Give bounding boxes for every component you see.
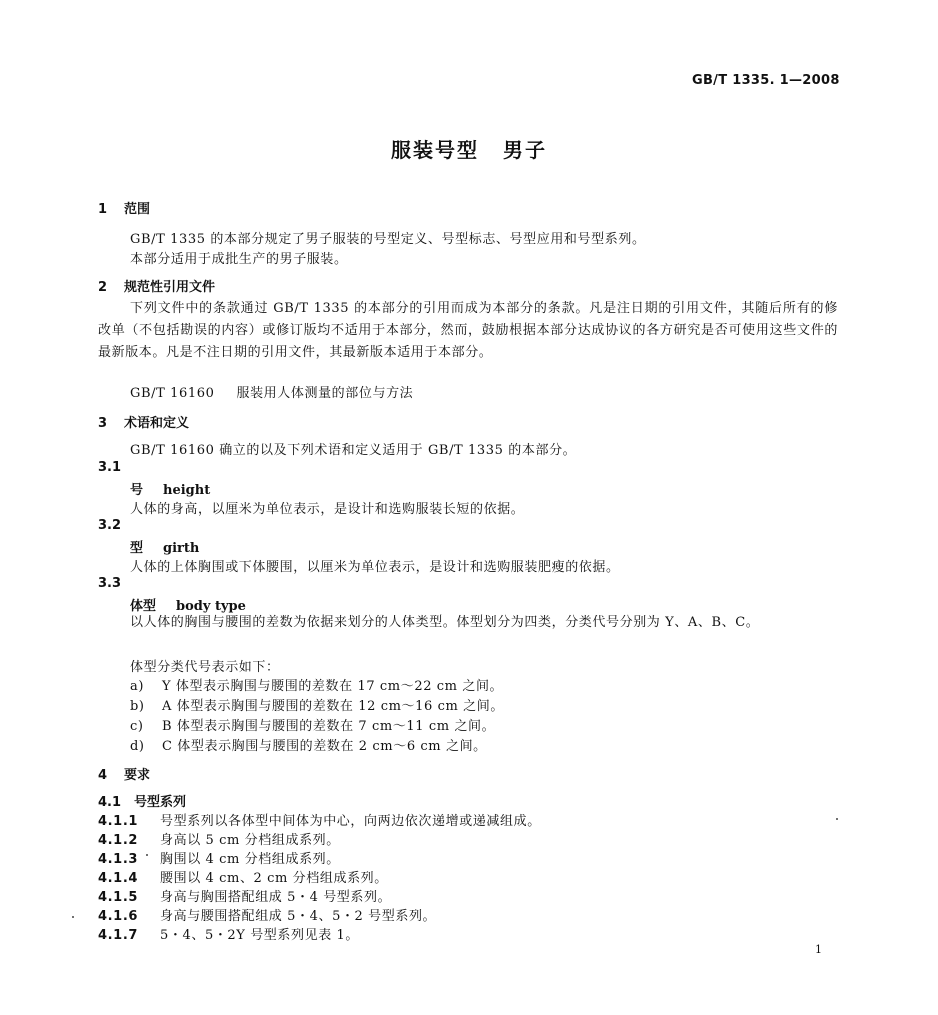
subsection-4-1-heading [98,791,186,810]
list-item [130,695,504,714]
section-number: 1 [98,202,108,217]
item-number: 4.1.4 [98,871,139,886]
term-definition: 人体的身高，以厘米为单位表示，是设计和选购服装长短的依据。 [130,502,525,517]
section-number: 3 [98,416,108,431]
section-3-intro: GB/T 16160 确立的以及下列术语和定义适用于 GB/T 1335 的本部分。 [130,443,577,458]
section-title: 规范性引用文件 [124,280,216,295]
term-number: 3.2 [98,518,122,533]
section-2-heading [98,276,215,295]
requirement-item [98,829,340,848]
reference-title: 服装用人体测量的部位与方法 [236,386,414,401]
item-number: 4.1.6 [98,909,139,924]
list-label: b) [130,699,145,714]
section-1-heading [98,198,150,217]
item-text: 胸围以 4 cm 分档组成系列。 [160,852,340,867]
term-zh: 体型 [130,599,157,614]
requirement-item [98,810,541,829]
term-definition: 以人体的胸围与腰围的差数为依据来划分的人体类型。体型划分为四类，分类代号分别为 Y、A、B、C。 [130,615,760,630]
section-number: 2 [98,280,108,295]
item-text: 号型系列以各体型中间体为中心，向两边依次递增或递减组成。 [160,814,541,829]
term-en: girth [163,541,200,556]
normative-reference [130,382,413,401]
scan-speck [146,854,148,856]
list-text: A 体型表示胸围与腰围的差数在 12 cm～16 cm 之间。 [162,699,504,714]
list-item [130,735,487,754]
requirement-item [98,886,391,905]
term-heading [130,537,199,556]
list-item [130,675,503,694]
item-text: 5・4、5・2Y 号型系列见表 1。 [160,928,360,943]
term-definition: 人体的上体胸围或下体腰围，以厘米为单位表示，是设计和选购服装肥瘦的依据。 [130,560,620,575]
standard-number: GB/T 1335. 1—2008 [692,73,840,88]
item-text: 身高以 5 cm 分档组成系列。 [160,833,340,848]
list-label: d) [130,739,145,754]
list-text: Y 体型表示胸围与腰围的差数在 17 cm～22 cm 之间。 [162,679,504,694]
list-label: c) [130,719,144,734]
section-1-paragraph-1: GB/T 1335 的本部分规定了男子服装的号型定义、号型标志、号型应用和号型系列。 [130,232,646,247]
term-number: 3.3 [98,576,122,591]
section-4-heading [98,764,150,783]
section-title: 术语和定义 [124,416,190,431]
requirement-item [98,848,340,867]
requirement-item [98,924,359,943]
requirement-item [98,867,388,886]
title-part2: 男子 [503,138,547,162]
term-heading [130,479,210,498]
section-title: 范围 [124,202,151,217]
requirement-item [98,905,436,924]
item-text: 腰围以 4 cm、2 cm 分档组成系列。 [160,871,388,886]
item-number: 4.1.7 [98,928,139,943]
item-number: 4.1.3 [98,852,139,867]
title-part1: 服装号型 [391,138,479,162]
term-zh: 号 [130,483,144,498]
item-number: 4.1.1 [98,814,139,829]
list-label: a) [130,679,145,694]
scan-speck [836,818,838,820]
section-title: 要求 [124,768,151,783]
section-2-paragraph: 下列文件中的条款通过 GB/T 1335 的本部分的引用而成为本部分的条款。凡是注日期的引用文件，其随后所有的修改单（不包括勘误的内容）或修订版均不适用于本部分，然而，鼓励根据本部分达成协议的各方研究是否可使用这些文件的最新版本。凡是不注日期的引用文件，其最新版本适用于本部分。 [98,301,838,360]
subsection-title: 号型系列 [134,795,187,810]
page-number: 1 [815,943,822,956]
list-text: C 体型表示胸围与腰围的差数在 2 cm～6 cm 之间。 [162,739,487,754]
section-3-heading [98,412,189,431]
section-1-paragraph-2: 本部分适用于成批生产的男子服装。 [130,252,348,267]
subsection-number: 4.1 [98,795,122,810]
term-en: height [163,483,211,498]
reference-code: GB/T 16160 [130,386,215,401]
list-text: B 体型表示胸围与腰围的差数在 7 cm～11 cm 之间。 [162,719,496,734]
list-intro: 体型分类代号表示如下： [130,660,280,675]
item-number: 4.1.5 [98,890,139,905]
scan-speck [72,916,74,918]
item-text: 身高与腰围搭配组成 5・4、5・2 号型系列。 [160,909,437,924]
term-en: body type [176,599,246,614]
term-number: 3.1 [98,460,122,475]
term-zh: 型 [130,541,144,556]
document-title [0,134,938,163]
list-item [130,715,495,734]
item-text: 身高与胸围搭配组成 5・4 号型系列。 [160,890,392,905]
section-number: 4 [98,768,108,783]
item-number: 4.1.2 [98,833,139,848]
